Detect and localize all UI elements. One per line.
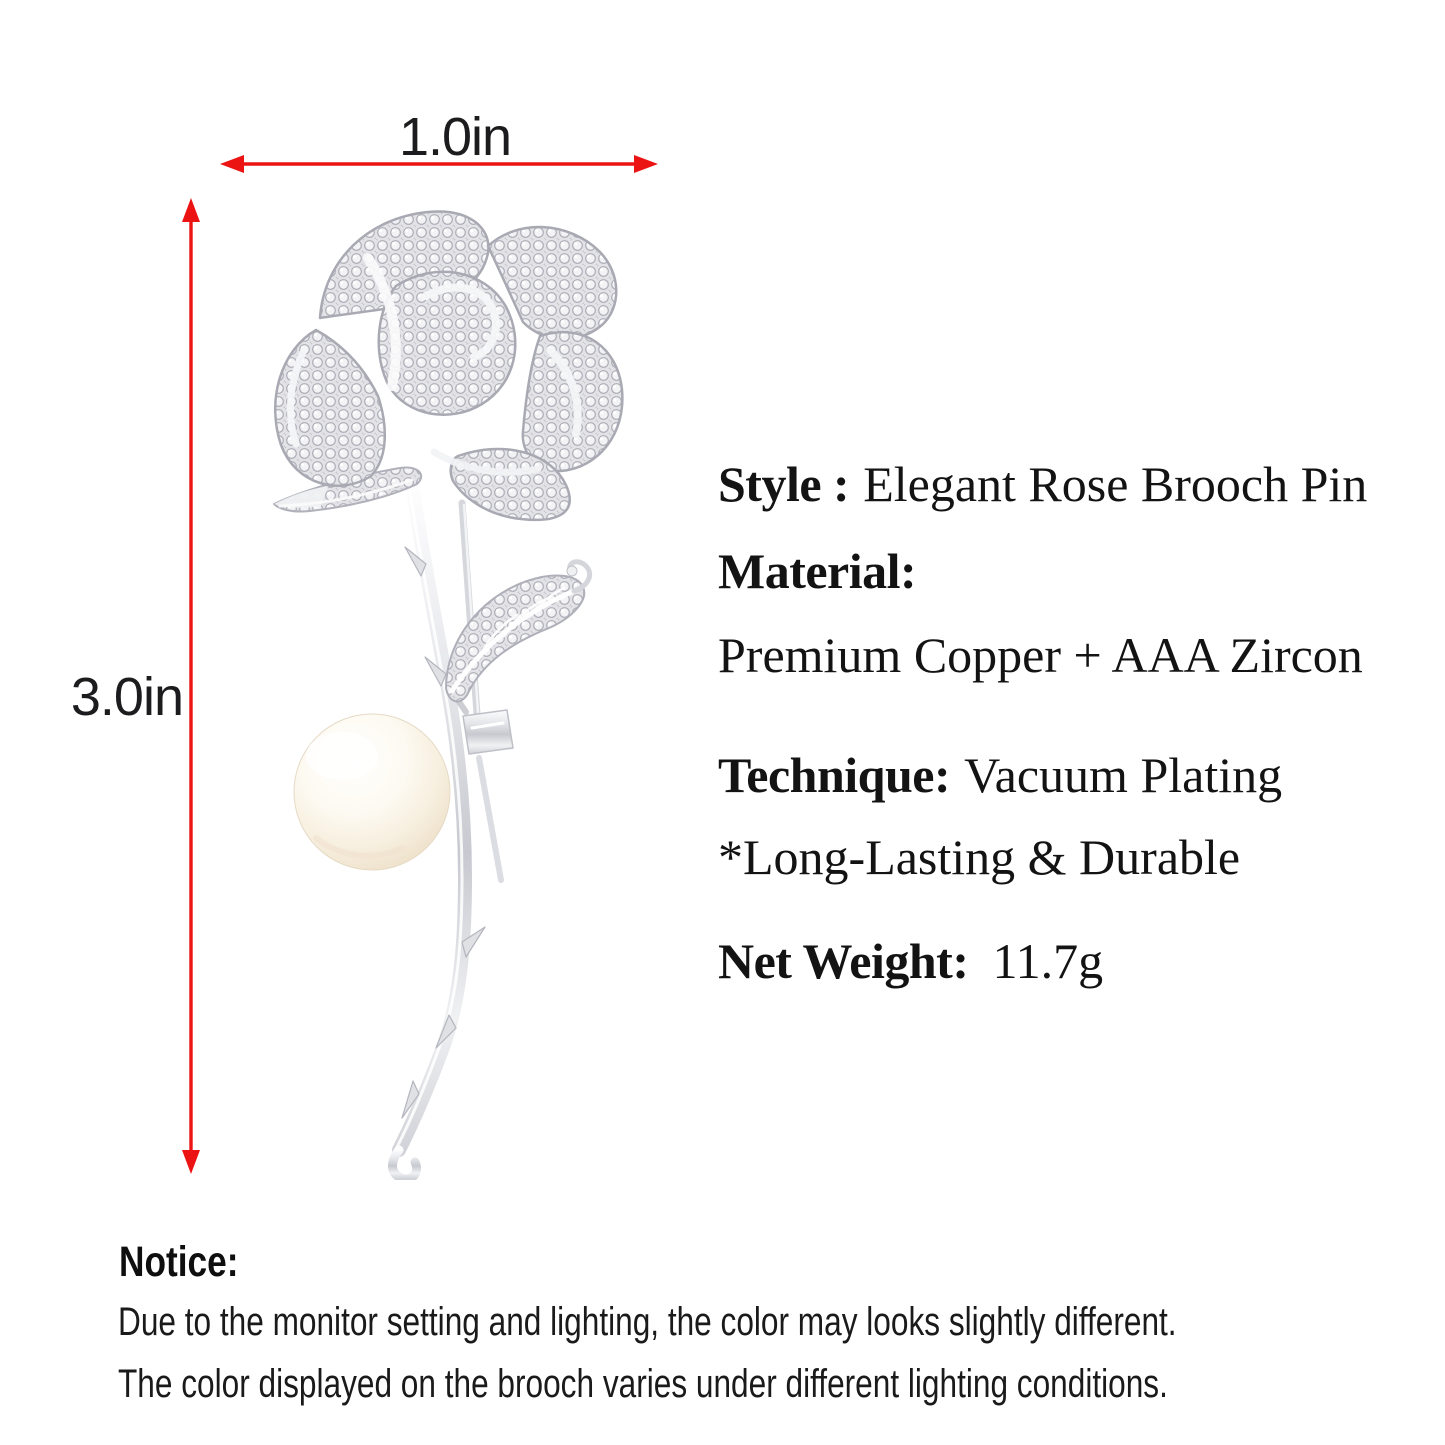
- notice-heading: Notice:: [119, 1238, 239, 1286]
- rose-flower-icon: [275, 211, 622, 519]
- dimension-height-label: 3.0in: [70, 667, 183, 727]
- pearl-icon: [294, 714, 450, 870]
- spec-material-value: Premium Copper + AAA Zircon: [718, 627, 1363, 683]
- spec-technique: [718, 747, 1283, 803]
- brooch-product-image: [220, 190, 690, 1180]
- notice-line-1: Due to the monitor setting and lighting, the color may looks slightly different.: [118, 1300, 1177, 1344]
- spec-style-value: Elegant Rose Brooch Pin: [863, 456, 1368, 512]
- spec-material-label-text: Material:: [718, 543, 917, 599]
- spec-net-weight-label: Net Weight:: [718, 933, 969, 989]
- spec-net-weight: [718, 933, 1104, 989]
- spec-technique-value: Vacuum Plating: [964, 747, 1283, 803]
- width-dimension-arrow-icon: [218, 148, 660, 180]
- pin-catch-icon: [463, 710, 513, 754]
- spec-style-label: Style :: [718, 456, 850, 512]
- dimension-width-label: 1.0in: [398, 107, 512, 167]
- notice-line-2: The color displayed on the brooch varies under different lighting conditions.: [118, 1362, 1168, 1406]
- spec-technique-label: Technique:: [718, 747, 951, 803]
- spec-material-label: [718, 543, 917, 599]
- spec-style: [718, 456, 1368, 512]
- spec-durability-note: *Long-Lasting & Durable: [718, 829, 1241, 885]
- height-dimension-arrow-icon: [176, 194, 206, 1178]
- spec-net-weight-value: 11.7g: [992, 933, 1104, 989]
